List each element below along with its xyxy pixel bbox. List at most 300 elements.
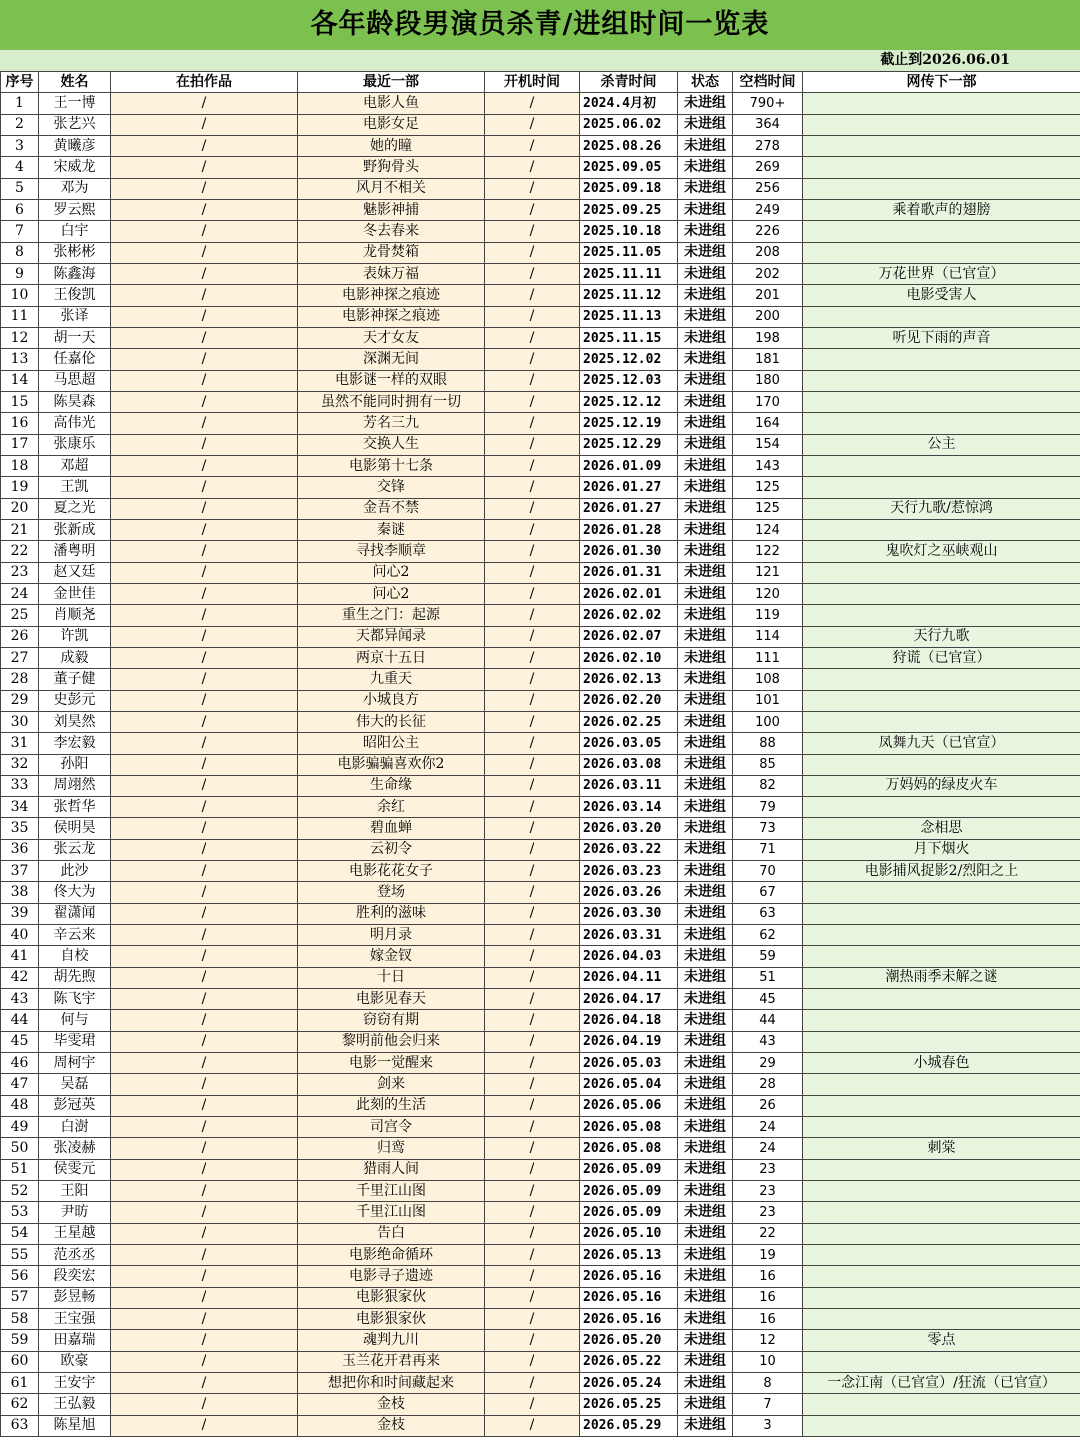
- gap-days-cell: 23: [733, 1159, 803, 1180]
- status-cell: 未进组: [678, 1373, 733, 1394]
- gap-days-cell: 70: [733, 861, 803, 882]
- table-row: [1, 605, 1080, 626]
- gap-days-cell: 170: [733, 391, 803, 412]
- rumored-next-cell: [803, 1287, 1080, 1308]
- rumored-next-cell: 电影受害人: [803, 285, 1080, 306]
- gap-days-cell: 208: [733, 242, 803, 263]
- actor-name-cell: 白澍: [39, 1117, 111, 1138]
- current-work-cell: /: [111, 754, 298, 775]
- row-number-cell: 56: [1, 1266, 39, 1287]
- row-number-cell: 6: [1, 199, 39, 220]
- status-cell: 未进组: [678, 157, 733, 178]
- rumored-next-cell: 月下烟火: [803, 839, 1080, 860]
- wrap-date-cell: 2026.01.30: [580, 541, 678, 562]
- latest-work-cell: 虽然不能同时拥有一切: [298, 391, 485, 412]
- current-work-cell: /: [111, 733, 298, 754]
- status-cell: 未进组: [678, 477, 733, 498]
- actor-name-cell: 刘昊然: [39, 711, 111, 732]
- table-row: [1, 733, 1080, 754]
- rumored-next-cell: [803, 1181, 1080, 1202]
- row-number-cell: 10: [1, 285, 39, 306]
- current-work-cell: /: [111, 1394, 298, 1415]
- row-number-cell: 17: [1, 434, 39, 455]
- current-work-cell: /: [111, 1330, 298, 1351]
- latest-work-cell: 嫁金钗: [298, 946, 485, 967]
- latest-work-cell: 电影谜一样的双眼: [298, 370, 485, 391]
- current-work-cell: /: [111, 477, 298, 498]
- current-work-cell: /: [111, 583, 298, 604]
- latest-work-cell: 电影狠家伙: [298, 1309, 485, 1330]
- status-cell: 未进组: [678, 925, 733, 946]
- row-number-cell: 47: [1, 1074, 39, 1095]
- wrap-date-cell: 2026.02.13: [580, 669, 678, 690]
- status-cell: 未进组: [678, 455, 733, 476]
- table-row: [1, 114, 1080, 135]
- current-work-cell: /: [111, 925, 298, 946]
- row-number-cell: 43: [1, 989, 39, 1010]
- wrap-date-cell: 2026.05.16: [580, 1287, 678, 1308]
- rumored-next-cell: [803, 605, 1080, 626]
- rumored-next-cell: 天行九歌/惹惊鸿: [803, 498, 1080, 519]
- latest-work-cell: 九重天: [298, 669, 485, 690]
- actor-name-cell: 胡一天: [39, 327, 111, 348]
- current-work-cell: /: [111, 669, 298, 690]
- rumored-next-cell: [803, 583, 1080, 604]
- wrap-date-cell: 2026.05.20: [580, 1330, 678, 1351]
- rumored-next-cell: 鬼吹灯之巫峡观山: [803, 541, 1080, 562]
- actor-name-cell: 赵又廷: [39, 562, 111, 583]
- status-cell: 未进组: [678, 583, 733, 604]
- gap-days-cell: 364: [733, 114, 803, 135]
- table-row: [1, 839, 1080, 860]
- status-cell: 未进组: [678, 434, 733, 455]
- current-work-cell: /: [111, 370, 298, 391]
- status-cell: 未进组: [678, 1074, 733, 1095]
- gap-days-cell: 73: [733, 818, 803, 839]
- rumored-next-cell: [803, 1117, 1080, 1138]
- row-number-cell: 7: [1, 221, 39, 242]
- current-work-cell: /: [111, 1181, 298, 1202]
- current-work-cell: /: [111, 541, 298, 562]
- current-work-cell: /: [111, 946, 298, 967]
- start-date-cell: /: [485, 775, 580, 796]
- start-date-cell: /: [485, 1095, 580, 1116]
- row-number-cell: 61: [1, 1373, 39, 1394]
- status-cell: 未进组: [678, 349, 733, 370]
- actor-name-cell: 王一博: [39, 93, 111, 114]
- status-cell: 未进组: [678, 861, 733, 882]
- current-work-cell: /: [111, 1031, 298, 1052]
- latest-work-cell: 司宫令: [298, 1117, 485, 1138]
- wrap-date-cell: 2026.05.09: [580, 1202, 678, 1223]
- row-number-cell: 51: [1, 1159, 39, 1180]
- rumored-next-cell: [803, 1351, 1080, 1372]
- rumored-next-cell: 狩谎（已官宣）: [803, 647, 1080, 668]
- status-cell: 未进组: [678, 605, 733, 626]
- latest-work-cell: 玉兰花开君再来: [298, 1351, 485, 1372]
- current-work-cell: /: [111, 455, 298, 476]
- current-work-cell: /: [111, 626, 298, 647]
- wrap-date-cell: 2025.09.25: [580, 199, 678, 220]
- start-date-cell: /: [485, 1159, 580, 1180]
- current-work-cell: /: [111, 1373, 298, 1394]
- wrap-date-cell: 2025.09.18: [580, 178, 678, 199]
- current-work-cell: /: [111, 1287, 298, 1308]
- gap-days-cell: 51: [733, 967, 803, 988]
- table-row: [1, 1202, 1080, 1223]
- latest-work-cell: 归鸾: [298, 1138, 485, 1159]
- wrap-date-cell: 2026.05.22: [580, 1351, 678, 1372]
- wrap-date-cell: 2026.02.02: [580, 605, 678, 626]
- current-work-cell: /: [111, 797, 298, 818]
- row-number-cell: 8: [1, 242, 39, 263]
- start-date-cell: /: [485, 583, 580, 604]
- current-work-cell: /: [111, 434, 298, 455]
- gap-days-cell: 67: [733, 882, 803, 903]
- rumored-next-cell: [803, 1394, 1080, 1415]
- row-number-cell: 39: [1, 903, 39, 924]
- wrap-date-cell: 2025.12.19: [580, 413, 678, 434]
- rumored-next-cell: [803, 519, 1080, 540]
- wrap-date-cell: 2025.09.05: [580, 157, 678, 178]
- start-date-cell: /: [485, 1223, 580, 1244]
- actor-name-cell: 侯明昊: [39, 818, 111, 839]
- status-cell: 未进组: [678, 711, 733, 732]
- start-date-cell: /: [485, 1053, 580, 1074]
- latest-work-cell: 胜利的滋味: [298, 903, 485, 924]
- start-date-cell: /: [485, 1351, 580, 1372]
- status-cell: 未进组: [678, 1181, 733, 1202]
- start-date-cell: /: [485, 1138, 580, 1159]
- rumored-next-cell: 万花世界（已官宣）: [803, 263, 1080, 284]
- status-cell: 未进组: [678, 562, 733, 583]
- gap-days-cell: 114: [733, 626, 803, 647]
- start-date-cell: /: [485, 434, 580, 455]
- rumored-next-cell: [803, 391, 1080, 412]
- wrap-date-cell: 2026.01.27: [580, 477, 678, 498]
- actor-name-cell: 王宝强: [39, 1309, 111, 1330]
- status-cell: 未进组: [678, 1138, 733, 1159]
- current-work-cell: /: [111, 690, 298, 711]
- latest-work-cell: 生命缘: [298, 775, 485, 796]
- table-row: [1, 711, 1080, 732]
- current-work-cell: /: [111, 839, 298, 860]
- start-date-cell: /: [485, 114, 580, 135]
- table-row: [1, 1373, 1080, 1394]
- gap-days-cell: 143: [733, 455, 803, 476]
- wrap-date-cell: 2026.05.16: [580, 1266, 678, 1287]
- wrap-date-cell: 2025.06.02: [580, 114, 678, 135]
- header-latest: 最近一部: [298, 72, 485, 93]
- start-date-cell: /: [485, 242, 580, 263]
- actor-name-cell: 张哲华: [39, 797, 111, 818]
- status-cell: 未进组: [678, 818, 733, 839]
- wrap-date-cell: 2026.02.10: [580, 647, 678, 668]
- wrap-date-cell: 2026.05.24: [580, 1373, 678, 1394]
- row-number-cell: 32: [1, 754, 39, 775]
- status-cell: 未进组: [678, 1223, 733, 1244]
- latest-work-cell: 云初令: [298, 839, 485, 860]
- status-cell: 未进组: [678, 1330, 733, 1351]
- wrap-date-cell: 2026.05.25: [580, 1394, 678, 1415]
- current-work-cell: /: [111, 1138, 298, 1159]
- rumored-next-cell: [803, 370, 1080, 391]
- table-row: [1, 1095, 1080, 1116]
- gap-days-cell: 45: [733, 989, 803, 1010]
- actor-name-cell: 何与: [39, 1010, 111, 1031]
- latest-work-cell: 芳名三九: [298, 413, 485, 434]
- table-row: [1, 242, 1080, 263]
- start-date-cell: /: [485, 1415, 580, 1436]
- gap-days-cell: 202: [733, 263, 803, 284]
- start-date-cell: /: [485, 733, 580, 754]
- wrap-date-cell: 2026.05.03: [580, 1053, 678, 1074]
- rumored-next-cell: [803, 797, 1080, 818]
- table-row: [1, 306, 1080, 327]
- row-number-cell: 63: [1, 1415, 39, 1436]
- table-row: [1, 1181, 1080, 1202]
- table-row: [1, 562, 1080, 583]
- row-number-cell: 13: [1, 349, 39, 370]
- actor-name-cell: 王星越: [39, 1223, 111, 1244]
- start-date-cell: /: [485, 1373, 580, 1394]
- start-date-cell: /: [485, 754, 580, 775]
- rumored-next-cell: [803, 562, 1080, 583]
- wrap-date-cell: 2026.03.22: [580, 839, 678, 860]
- start-date-cell: /: [485, 413, 580, 434]
- wrap-date-cell: 2026.01.09: [580, 455, 678, 476]
- row-number-cell: 18: [1, 455, 39, 476]
- gap-days-cell: 23: [733, 1181, 803, 1202]
- table-row: [1, 413, 1080, 434]
- gap-days-cell: 200: [733, 306, 803, 327]
- current-work-cell: /: [111, 1117, 298, 1138]
- table-row: [1, 93, 1080, 114]
- status-cell: 未进组: [678, 946, 733, 967]
- row-number-cell: 9: [1, 263, 39, 284]
- rumored-next-cell: [803, 221, 1080, 242]
- latest-work-cell: 千里江山图: [298, 1202, 485, 1223]
- actor-name-cell: 陈星旭: [39, 1415, 111, 1436]
- row-number-cell: 36: [1, 839, 39, 860]
- latest-work-cell: 野狗骨头: [298, 157, 485, 178]
- wrap-date-cell: 2025.12.29: [580, 434, 678, 455]
- row-number-cell: 28: [1, 669, 39, 690]
- status-cell: 未进组: [678, 541, 733, 562]
- wrap-date-cell: 2025.11.15: [580, 327, 678, 348]
- rumored-next-cell: [803, 349, 1080, 370]
- start-date-cell: /: [485, 1394, 580, 1415]
- header-row: [1, 72, 1080, 93]
- actor-name-cell: 张艺兴: [39, 114, 111, 135]
- current-work-cell: /: [111, 285, 298, 306]
- wrap-date-cell: 2025.08.26: [580, 135, 678, 156]
- current-work-cell: /: [111, 1074, 298, 1095]
- start-date-cell: /: [485, 1031, 580, 1052]
- gap-days-cell: 111: [733, 647, 803, 668]
- actor-name-cell: 佟大为: [39, 882, 111, 903]
- rumored-next-cell: [803, 946, 1080, 967]
- row-number-cell: 15: [1, 391, 39, 412]
- gap-days-cell: 85: [733, 754, 803, 775]
- gap-days-cell: 790+: [733, 93, 803, 114]
- actor-name-cell: 任嘉伦: [39, 349, 111, 370]
- gap-days-cell: 154: [733, 434, 803, 455]
- row-number-cell: 34: [1, 797, 39, 818]
- latest-work-cell: 想把你和时间藏起来: [298, 1373, 485, 1394]
- status-cell: 未进组: [678, 306, 733, 327]
- actor-name-cell: 周柯宇: [39, 1053, 111, 1074]
- gap-days-cell: 29: [733, 1053, 803, 1074]
- actor-name-cell: 自校: [39, 946, 111, 967]
- row-number-cell: 33: [1, 775, 39, 796]
- rumored-next-cell: [803, 413, 1080, 434]
- start-date-cell: /: [485, 562, 580, 583]
- gap-days-cell: 62: [733, 925, 803, 946]
- wrap-date-cell: 2026.04.19: [580, 1031, 678, 1052]
- row-number-cell: 38: [1, 882, 39, 903]
- current-work-cell: /: [111, 413, 298, 434]
- table-row: [1, 349, 1080, 370]
- table-title: 各年龄段男演员杀青/进组时间一览表: [0, 0, 1080, 50]
- rumored-next-cell: [803, 178, 1080, 199]
- start-date-cell: /: [485, 925, 580, 946]
- status-cell: 未进组: [678, 199, 733, 220]
- latest-work-cell: 风月不相关: [298, 178, 485, 199]
- current-work-cell: /: [111, 306, 298, 327]
- latest-work-cell: 电影绝命循环: [298, 1245, 485, 1266]
- row-number-cell: 46: [1, 1053, 39, 1074]
- header-start: 开机时间: [485, 72, 580, 93]
- actor-name-cell: 彭冠英: [39, 1095, 111, 1116]
- table-row: [1, 647, 1080, 668]
- status-cell: 未进组: [678, 775, 733, 796]
- actor-name-cell: 高伟光: [39, 413, 111, 434]
- rumored-next-cell: 凤舞九天（已官宣）: [803, 733, 1080, 754]
- rumored-next-cell: [803, 690, 1080, 711]
- status-cell: 未进组: [678, 647, 733, 668]
- header-wrap: 杀青时间: [580, 72, 678, 93]
- status-cell: 未进组: [678, 285, 733, 306]
- table-row: [1, 1138, 1080, 1159]
- current-work-cell: /: [111, 114, 298, 135]
- gap-days-cell: 249: [733, 199, 803, 220]
- start-date-cell: /: [485, 157, 580, 178]
- start-date-cell: /: [485, 178, 580, 199]
- actor-name-cell: 白宇: [39, 221, 111, 242]
- rumored-next-cell: [803, 1159, 1080, 1180]
- gap-days-cell: 226: [733, 221, 803, 242]
- wrap-date-cell: 2026.02.25: [580, 711, 678, 732]
- table-row: [1, 818, 1080, 839]
- gap-days-cell: 125: [733, 477, 803, 498]
- wrap-date-cell: 2026.03.23: [580, 861, 678, 882]
- actor-name-cell: 张彬彬: [39, 242, 111, 263]
- wrap-date-cell: 2026.05.08: [580, 1117, 678, 1138]
- current-work-cell: /: [111, 519, 298, 540]
- actor-name-cell: 王阳: [39, 1181, 111, 1202]
- rumored-next-cell: [803, 1309, 1080, 1330]
- wrap-date-cell: 2026.04.03: [580, 946, 678, 967]
- latest-work-cell: 表妹万福: [298, 263, 485, 284]
- rumored-next-cell: [803, 903, 1080, 924]
- status-cell: 未进组: [678, 1010, 733, 1031]
- status-cell: 未进组: [678, 797, 733, 818]
- current-work-cell: /: [111, 1010, 298, 1031]
- latest-work-cell: 黎明前他会归来: [298, 1031, 485, 1052]
- latest-work-cell: 交换人生: [298, 434, 485, 455]
- current-work-cell: /: [111, 391, 298, 412]
- actor-name-cell: 董子健: [39, 669, 111, 690]
- rumored-next-cell: 乘着歌声的翅膀: [803, 199, 1080, 220]
- start-date-cell: /: [485, 1074, 580, 1095]
- rumored-next-cell: 念相思: [803, 818, 1080, 839]
- start-date-cell: /: [485, 647, 580, 668]
- rumored-next-cell: [803, 1415, 1080, 1436]
- table-row: [1, 455, 1080, 476]
- actor-name-cell: 张新成: [39, 519, 111, 540]
- rumored-next-cell: [803, 1010, 1080, 1031]
- row-number-cell: 24: [1, 583, 39, 604]
- latest-work-cell: 电影狠家伙: [298, 1287, 485, 1308]
- rumored-next-cell: [803, 242, 1080, 263]
- status-cell: 未进组: [678, 1053, 733, 1074]
- actor-name-cell: 潘粤明: [39, 541, 111, 562]
- start-date-cell: /: [485, 263, 580, 284]
- row-number-cell: 25: [1, 605, 39, 626]
- status-cell: 未进组: [678, 1095, 733, 1116]
- actor-name-cell: 此沙: [39, 861, 111, 882]
- table-row: [1, 669, 1080, 690]
- gap-days-cell: 124: [733, 519, 803, 540]
- actor-name-cell: 孙阳: [39, 754, 111, 775]
- actor-name-cell: 马思超: [39, 370, 111, 391]
- latest-work-cell: 问心2: [298, 562, 485, 583]
- latest-work-cell: 交锋: [298, 477, 485, 498]
- status-cell: 未进组: [678, 967, 733, 988]
- gap-days-cell: 101: [733, 690, 803, 711]
- status-cell: 未进组: [678, 1394, 733, 1415]
- wrap-date-cell: 2026.05.29: [580, 1415, 678, 1436]
- current-work-cell: /: [111, 562, 298, 583]
- row-number-cell: 2: [1, 114, 39, 135]
- table-row: [1, 754, 1080, 775]
- table-row: [1, 1245, 1080, 1266]
- actor-name-cell: 李宏毅: [39, 733, 111, 754]
- table-row: [1, 1287, 1080, 1308]
- current-work-cell: /: [111, 903, 298, 924]
- actor-name-cell: 彭昱畅: [39, 1287, 111, 1308]
- wrap-date-cell: 2026.03.05: [580, 733, 678, 754]
- wrap-date-cell: 2026.05.06: [580, 1095, 678, 1116]
- actor-name-cell: 张译: [39, 306, 111, 327]
- gap-days-cell: 119: [733, 605, 803, 626]
- wrap-date-cell: 2026.02.20: [580, 690, 678, 711]
- wrap-date-cell: 2026.03.11: [580, 775, 678, 796]
- row-number-cell: 58: [1, 1309, 39, 1330]
- start-date-cell: /: [485, 839, 580, 860]
- wrap-date-cell: 2026.05.04: [580, 1074, 678, 1095]
- wrap-date-cell: 2026.05.13: [580, 1245, 678, 1266]
- rumored-next-cell: [803, 1095, 1080, 1116]
- latest-work-cell: 电影骗骗喜欢你2: [298, 754, 485, 775]
- rumored-next-cell: 一念江南（已官宣）/狂流（已官宣）: [803, 1373, 1080, 1394]
- actor-name-cell: 张康乐: [39, 434, 111, 455]
- start-date-cell: /: [485, 711, 580, 732]
- rumored-next-cell: [803, 989, 1080, 1010]
- start-date-cell: /: [485, 861, 580, 882]
- rumored-next-cell: 天行九歌: [803, 626, 1080, 647]
